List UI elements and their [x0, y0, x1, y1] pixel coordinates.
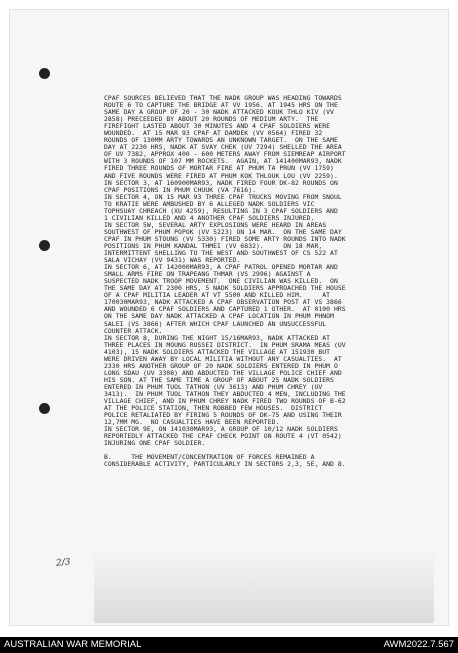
- text-line: SALA VICHAY (VV 9431) WAS REPORTED.: [104, 256, 241, 265]
- text-line: OF UV 7382, APPROX 400 - 600 METERS AWAY FROM SIEMREAP AIRPORT: [104, 150, 346, 159]
- typed-report-text: [104, 95, 424, 468]
- text-line: 1 CIVILIAN KILLED AND 4 ANOTHER CPAF SOLDIERS INJURED.: [104, 213, 315, 222]
- text-line: CPAF POSITIONS IN PHUM CHUUK (VA 7616).: [104, 185, 257, 194]
- text-line: THE SAME DAY AT 2300 HRS, 5 NADK SOLDIERS APPROACHED THE HOUSE: [104, 284, 346, 293]
- text-line: IN SECTOR 3, AT 160900MAR93, NADK FIRED FOUR DK-82 ROUNDS ON: [104, 178, 338, 187]
- text-line: THREE PLACES IN MOUNG RUSSEI DISTRICT. IN PHUM SRAMA MEAS (UV: [104, 340, 346, 349]
- footer-accession-number: AWM2022.7.567: [383, 639, 454, 650]
- text-line: AND WOUNDED 6 CPAF SOLDIERS AND CAPTURED 1 OTHER. AT 0100 HRS: [104, 305, 346, 314]
- text-line: 2858) PRECEEDED BY ABOUT 20 ROUNDS OF MEDIUM ARTY. THE: [104, 115, 319, 124]
- text-line: 2330 HRS ANOTHER GROUP OF 20 NADK SOLDIERS ENTERED IN PHUM O: [104, 361, 338, 370]
- handwritten-page-mark: 2/3: [55, 557, 71, 569]
- text-line: SUSPECTED NADK TROOP MOVEMENT. ONE CIVILIAN WAS KILLED. ON: [104, 277, 338, 286]
- text-line: CONSIDERABLE ACTIVITY, PARTICULARLY IN SECTORS 2,3, 5E, AND 8.: [104, 460, 346, 469]
- text-line: SMALL ARMS FIRE ON TRAPEANG THMAR (VS 2996) AGAINST A: [104, 270, 311, 279]
- text-line: OF A CPAF MILITIA LEADER AT VT 5500 AND KILLED HIM. AT: [104, 291, 331, 300]
- text-line: SAME DAY A GROUP OF 20 - 30 NADK ATTACKED KOUK THLO KIV (VV: [104, 108, 334, 117]
- archive-footer-bar: [0, 637, 458, 653]
- punch-hole: [39, 68, 50, 79]
- text-line: 12,7MM MG. NO CASUALTIES HAVE BEEN REPORTED.: [104, 418, 280, 427]
- text-line: IN SECTOR 9E, ON 141030MAR93, A GROUP OF 10/12 NADK SOLDIERS: [104, 425, 338, 434]
- text-line: IN SECTOR 5W, SEVERAL ARTY EXPLOSIONS WERE HEARD IN AREAS: [104, 220, 327, 229]
- text-line: ROUTE 6 TO CAPTURE THE BRIDGE AT VV 1956. AT 1945 HRS ON THE: [104, 101, 338, 110]
- text-line: IN SECTOR 6, AT 142000MAR93, A CPAF PATROL OPENED MORTAR AND: [104, 263, 338, 272]
- text-line: SOUTHWEST OF PHUM POPOK (VV 5223) ON 14 MAR. ON THE SAME DAY: [104, 227, 342, 236]
- text-line: LONG SDAU (UV 3308) AND ABDUCTED THE VILLAGE POLICE CHIEF AND: [104, 368, 342, 377]
- text-line: VILLAGE CHIEF, AND IN PHUM CHREY NADK FIRED TWO ROUNDS OF B-62: [104, 397, 346, 406]
- text-line: ROUNDS OF 130MM ARTY TOWARDS AN UNKNOWN TARGET. ON THE SAME: [104, 136, 338, 145]
- text-line: 3413). IN PHUM TUOL TATHON THEY ABDUCTED 4 MEN, INCLUDING THE: [104, 389, 346, 398]
- text-line: IN SECTOR 4, ON 15 MAR 93 THREE CPAF TRUCKS MOVING FROM SNOUL: [104, 192, 342, 201]
- text-line: COUNTER ATTACK.: [104, 326, 163, 335]
- text-line: CPAF IN PHUM STOUNG (VV 5330) FIRED SOME ARTY ROUNDS INTO NADK: [104, 234, 346, 243]
- text-line: AND FIVE ROUNDS WERE FIRED AT PHUM KOK THLOUK LOU (VV 2259).: [104, 171, 338, 180]
- text-line: AT THE POLICE STATION, THEN ROBBED FEW HOUSES. DISTRICT: [104, 404, 323, 413]
- text-line: FIREFIGHT LASTED ABOUT 30 MINUTES AND 4 CPAF SOLDIERS WERE: [104, 122, 331, 131]
- text-line: FIRED THREE ROUNDS OF MORTAR FIRE AT PHUM TA PRUN (VV 1759): [104, 164, 334, 173]
- footer-institution: AUSTRALIAN WAR MEMORIAL: [4, 639, 142, 650]
- text-line: CPAF SOURCES BELIEVED THAT THE NADK GROUP WAS HEADING TOWARDS: [104, 94, 342, 102]
- punch-hole: [39, 403, 50, 414]
- text-line: POLICE RETALIATED BY FIRING 5 ROUNDS OF DK-75 AND USING THEIR: [104, 411, 342, 420]
- text-line: 170030MAR93, NADK ATTACKED A CPAF OBSERVATION POST AT VS 3866: [104, 298, 342, 307]
- text-line: B. THE MOVEMENT/CONCENTRATION OF FORCES REMAINED A: [104, 453, 315, 462]
- text-line: DAY AT 2230 HRS, NADK AT SVAY CHEK (UV 7294) SHELLED THE AREA: [104, 143, 342, 152]
- text-line: POSITIONS IN PHUM KANDAL THMEI (VV 6832). ON 18 MAR,: [104, 241, 323, 250]
- text-line: 4103), 15 NADK SOLDIERS ATTACKED THE VILLAGE AT 151930 BUT: [104, 347, 331, 356]
- text-line: SALEI (VS 3866) AFTER WHICH CPAF LAUNCHED AN UNSUCCESSFUL: [104, 319, 327, 328]
- text-line: TO KRATIE WERE AMBUSHED BY 6 ALLEGED NADK SOLDIERS VIC: [104, 199, 315, 208]
- text-line: REPORTEDLY ATTACKED THE CPAF CHECK POINT ON ROUTE 4 (VT 0542): [104, 432, 342, 441]
- text-line: IN SECTOR 8, DURING THE NIGHT 15/16MAR93, NADK ATTACKED AT: [104, 333, 331, 342]
- text-line: TOPHSUAY CHREACH (XU 4259), RESULTING IN 3 CPAF SOLDIERS AND: [104, 206, 338, 215]
- text-line: WITH 3 ROUNDS OF 107 MM ROCKETS. AGAIN, AT 141400MAR93, NADK: [104, 157, 342, 166]
- text-line: WERE DRIVEN AWAY BY LOCAL MILITIA WITHOUT ANY CASUALTIES. AT: [104, 354, 342, 363]
- text-line: ON THE SAME DAY NADK ATTACKED A CPAF LOCATION IN PHUM PHNOM: [104, 312, 334, 321]
- text-line: INJURING ONE CPAF SOLDIER.: [104, 439, 206, 448]
- punch-hole: [39, 240, 50, 251]
- text-line: HIS SON. AT THE SAME TIME A GROUP OF ABOUT 25 NADK SOLDIERS: [104, 375, 334, 384]
- text-line: INTERMITTENT SHELLING TO THE WEST AND SOUTHWEST OF CS 522 AT: [104, 249, 338, 258]
- text-line: WOUNDED. AT 15 MAR 93 CPAF AT DAMDEK (VV 0564) FIRED 32: [104, 129, 323, 138]
- text-line: ENTERED IN PHUM TUOL TATHON (UV 3613) AND PHUM CHREY (UV: [104, 382, 323, 391]
